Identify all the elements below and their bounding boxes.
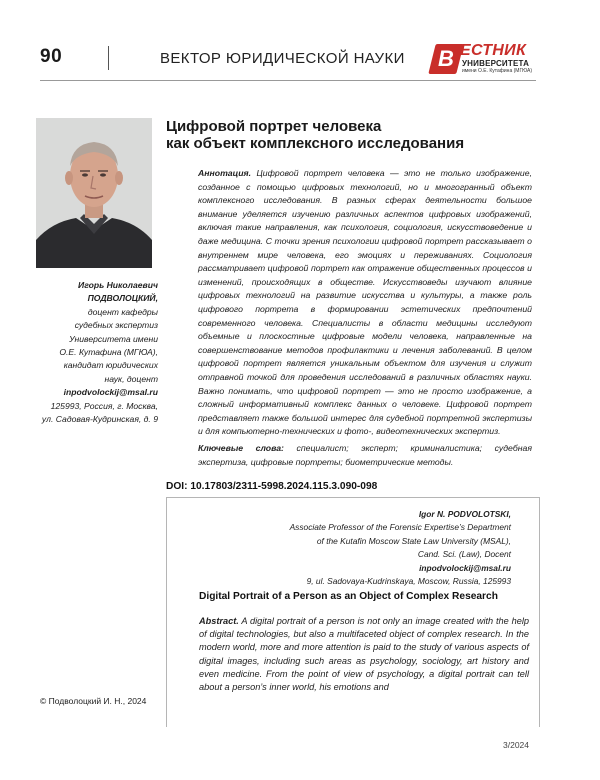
author-address-line: ул. Садовая-Кудринская, д. 9 bbox=[41, 414, 158, 425]
english-summary-box bbox=[166, 497, 540, 727]
abstract-label-en: Abstract. bbox=[199, 616, 239, 626]
abstract-text-en: A digital portrait of a person is not only an image created with the help of digital technologies, but also a multifaceted object of complex research. In the modern world, more and more attention is paid to the study of various aspects of digital images, including such areas as psychology, sociology, art history and even medicine. From the point of view of psychology, a digital portrait can tell about a person’s inner world, his emotions and bbox=[199, 616, 529, 693]
keywords-label-ru: Ключевые слова: bbox=[198, 443, 284, 453]
logo-wordmark: ЕСТНИК bbox=[460, 42, 527, 59]
author-info-ru bbox=[24, 279, 158, 426]
journal-logo bbox=[432, 42, 570, 78]
keywords-text-ru: специалист; эксперт; криминалистика; судебная экспертиза, цифровые портреты; биометрические методы. bbox=[198, 443, 532, 467]
article-title-line: как объект комплексного исследования bbox=[166, 135, 465, 152]
author-name-en: Igor N. PODVOLOTSKI, bbox=[418, 509, 511, 519]
doi[interactable]: DOI: 10.17803/2311-5998.2024.115.3.090-098 bbox=[166, 481, 378, 492]
author-position-line: судебных экспертиз bbox=[74, 320, 158, 331]
author-position-line: наук, доцент bbox=[104, 373, 158, 384]
journal-section-title: ВЕКТОР ЮРИДИЧЕСКОЙ НАУКИ bbox=[160, 50, 405, 67]
article-title-ru bbox=[166, 118, 526, 152]
article-title-en: Digital Portrait of a Person as an Object of Complex Research bbox=[199, 591, 498, 602]
author-email-en[interactable]: inpodvolockij@msal.ru bbox=[419, 562, 511, 573]
author-name-ru-first: Игорь Николаевич bbox=[78, 280, 158, 290]
abstract-ru bbox=[198, 167, 532, 439]
author-position-line: кандидат юридических bbox=[63, 360, 158, 371]
article-title-line: Цифровой портрет человека bbox=[166, 118, 382, 135]
running-header bbox=[40, 44, 568, 78]
logo-letter: В bbox=[438, 46, 454, 71]
author-position-line: Университета имени bbox=[69, 333, 158, 344]
author-photo bbox=[36, 118, 152, 268]
abstract-en bbox=[199, 615, 529, 694]
header-rule bbox=[40, 80, 536, 81]
issue-number: 3/2024 bbox=[503, 740, 529, 750]
author-name-ru-last: ПОДВОЛОЦКИЙ, bbox=[87, 293, 158, 304]
abstract-label-ru: Аннотация. bbox=[198, 168, 252, 178]
author-affiliation-line: Cand. Sci. (Law), Docent bbox=[417, 549, 511, 560]
author-affiliation-line: Associate Professor of the Forensic Expertise’s Department bbox=[289, 522, 511, 533]
logo-subtitle: УНИВЕРСИТЕТА bbox=[462, 59, 530, 68]
header-divider bbox=[108, 46, 109, 70]
page-number: 90 bbox=[40, 46, 63, 67]
keywords-ru bbox=[198, 442, 532, 469]
copyright: © Подволоцкий И. Н., 2024 bbox=[40, 696, 147, 706]
logo-subtitle-small: имени О.Е. Кутафина (МГЮА) bbox=[462, 68, 533, 74]
author-email-ru[interactable]: inpodvolockij@msal.ru bbox=[63, 387, 158, 398]
author-position-line: доцент кафедры bbox=[87, 306, 158, 317]
author-affiliation-line: of the Kutafin Moscow State Law University (MSAL), bbox=[316, 535, 511, 546]
author-address-line: 125993, Россия, г. Москва, bbox=[50, 400, 158, 411]
author-position-line: О.Е. Кутафина (МГЮА), bbox=[59, 347, 158, 358]
abstract-text-ru: Цифровой портрет человека — это не только изображение, созданное с помощью цифровых технологий, но и многогранный объект комплексного исследования. В разных сферах деятельности большое внимание уделяется изучению различных аспектов цифровых изображений, включая такие направления, как психология, социология, искусствоведение и даже медицина. С точки зрения психологии цифровой портрет рассказывает о внутреннем мире человека, его эмоциях и переживаниях. Социология рассматривает цифровой портрет как отражение общественных процессов и изменений, происходящих в обществе. Искусствоведы изучают влияние цифровых технологий на развитие искусства и культуры, а также роль цифрового портрета в формировании эстетических предпочтений современного человека. Специалисты в области медицины исследуют объемные и плоскостные цифровые модели человека, направленные на совершенствование методов профилактики и лечения заболеваний. В целом цифровой портрет является уникальным объектом для изучения и служит отправной точкой для проведения исследований в различных областях науки. Важно понимать, что цифровой портрет — это не просто изображение, а сложный информативный комплекс данных о человеке. Цифровой портрет представляет также большой интерес для судебной портретной экспертизы и для компьютерно-технических и фото-, видеотехнических экспертиз. bbox=[198, 168, 533, 437]
author-portrait-image bbox=[36, 118, 152, 268]
author-info-en bbox=[181, 508, 511, 588]
author-address-en: 9, ul. Sadovaya-Kudrinskaya, Moscow, Russia, 125993 bbox=[306, 576, 511, 587]
